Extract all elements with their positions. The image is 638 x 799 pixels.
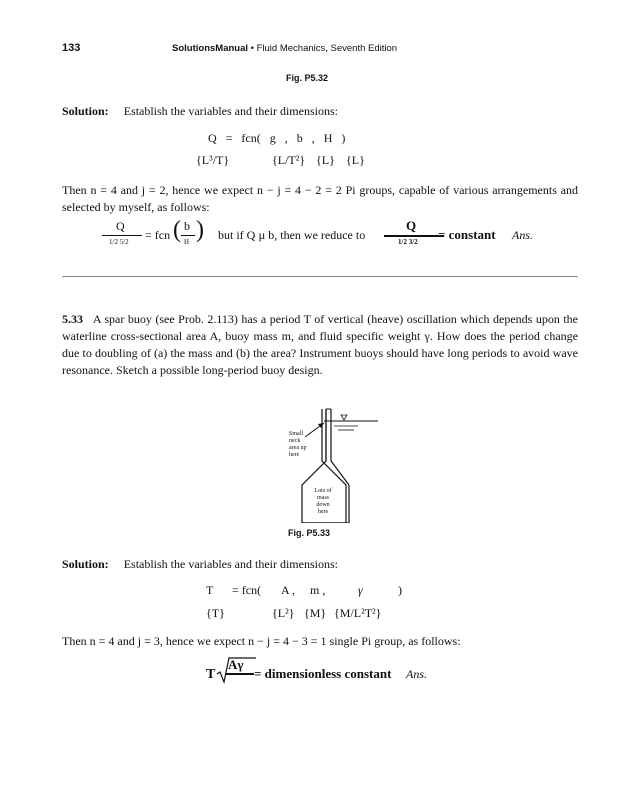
problem-533-paragraph xyxy=(62,311,578,379)
header-title-rest: • Fluid Mechanics, Seventh Edition xyxy=(248,43,398,54)
eq1-right-denominator: 1/2 3/2 xyxy=(398,238,418,246)
solution1-dim-1: {L³/T} xyxy=(196,153,230,167)
running-header xyxy=(172,43,397,54)
eq1-b-denominator: H xyxy=(184,238,190,246)
solution2-line xyxy=(62,557,338,572)
solution2-dim-4: {M/L²T²} xyxy=(334,606,382,620)
problem-text: A spar buoy (see Prob. 2.113) has a period T of vertical (heave) oscillation which depends upon the waterline cross-sectional area A, buoy mass m, and fluid specific weight γ. How does the period change due to doubling of (a) the mass and (b) the area? Instrument buoys should have long periods to avoid wave resonance. Sketch a possible long-period buoy design. xyxy=(62,312,578,377)
figure-caption-p532: Fig. P5.32 xyxy=(286,73,329,83)
solution1-dim-4: {L} xyxy=(346,153,365,167)
solution2-text: Establish the variables and their dimensions: xyxy=(123,557,338,571)
final-T: T xyxy=(206,667,216,682)
solution2-eq-A: A , xyxy=(281,583,296,597)
lots-label-line-2: mass xyxy=(317,495,329,501)
solution2-dim-2: {L²} xyxy=(272,606,295,620)
figure-label-small-neck xyxy=(289,431,307,459)
solution1-label: Solution: xyxy=(62,104,109,118)
solution2-eq-close: ) xyxy=(398,583,402,597)
solution2-eq-T: T xyxy=(206,583,214,597)
problem-number: 5.33 xyxy=(62,312,83,326)
solution2-dim-3: {M} xyxy=(304,606,327,620)
small-label-line-4: here xyxy=(289,452,300,458)
final-fraction-bar xyxy=(226,673,254,675)
final-fraction: Aγ xyxy=(228,657,244,672)
solution1-equation: Q = fcn( g , b , H ) xyxy=(208,131,346,145)
figure-caption-p533: Fig. P5.33 xyxy=(288,528,331,538)
small-label-line-1: Small xyxy=(289,431,304,437)
eq1-constant: = constant xyxy=(438,227,496,242)
small-label-line-3: area up xyxy=(289,445,307,451)
eq1-left-numerator: Q xyxy=(116,219,125,233)
eq1-left-denominator: 1/2 5/2 xyxy=(109,238,129,246)
small-label-line-2: neck xyxy=(289,438,301,444)
solution2-label: Solution: xyxy=(62,557,109,571)
eq1-left-fraction-bar xyxy=(102,235,142,236)
eq1-right-fraction-bar xyxy=(384,235,444,237)
solution2-paragraph: Then n = 4 and j = 3, hence we expect n − j = 4 − 3 = 1 single Pi group, as follows: xyxy=(62,634,461,648)
eq1-ans: Ans. xyxy=(512,228,533,242)
solution1-dim-2: {L/T²} xyxy=(272,153,306,167)
solution2-eq-gamma: γ xyxy=(358,583,363,597)
final-constant: = dimensionless constant xyxy=(254,666,392,681)
eq1-middle-text: but if Q µ b, then we reduce to xyxy=(218,228,366,242)
section-divider xyxy=(62,276,578,277)
figure-label-lots-of-mass xyxy=(310,488,336,516)
eq1-close-paren: ) xyxy=(196,217,204,243)
solution1-paragraph: Then n = 4 and j = 2, hence we expect n − j = 4 − 2 = 2 Pi groups, capable of various arrangements and selected by myself, as follows: xyxy=(62,183,578,214)
solution2-eq-fcn: = fcn( xyxy=(232,583,262,597)
lots-label-line-4: here xyxy=(317,509,329,515)
page-number: 133 xyxy=(62,42,81,54)
final-ans: Ans. xyxy=(406,667,427,681)
eq1-open-paren: ( xyxy=(173,217,181,243)
solution2-dim-1: {T} xyxy=(206,606,225,620)
solution1-dim-3: {L} xyxy=(316,153,335,167)
eq1-fcn: = fcn xyxy=(145,228,171,242)
lots-label-line-3: down xyxy=(316,502,330,508)
solution2-eq-m: m , xyxy=(310,583,326,597)
eq1-right-numerator: Q xyxy=(406,218,417,233)
header-title-bold: SolutionsManual xyxy=(172,43,248,54)
eq1-b-fraction-bar xyxy=(181,235,195,236)
solution1-text: Establish the variables and their dimensions: xyxy=(123,104,338,118)
lots-label-line-1: Lots of xyxy=(314,488,332,494)
eq1-b-numerator: b xyxy=(184,219,190,233)
solution1-line xyxy=(62,104,338,119)
